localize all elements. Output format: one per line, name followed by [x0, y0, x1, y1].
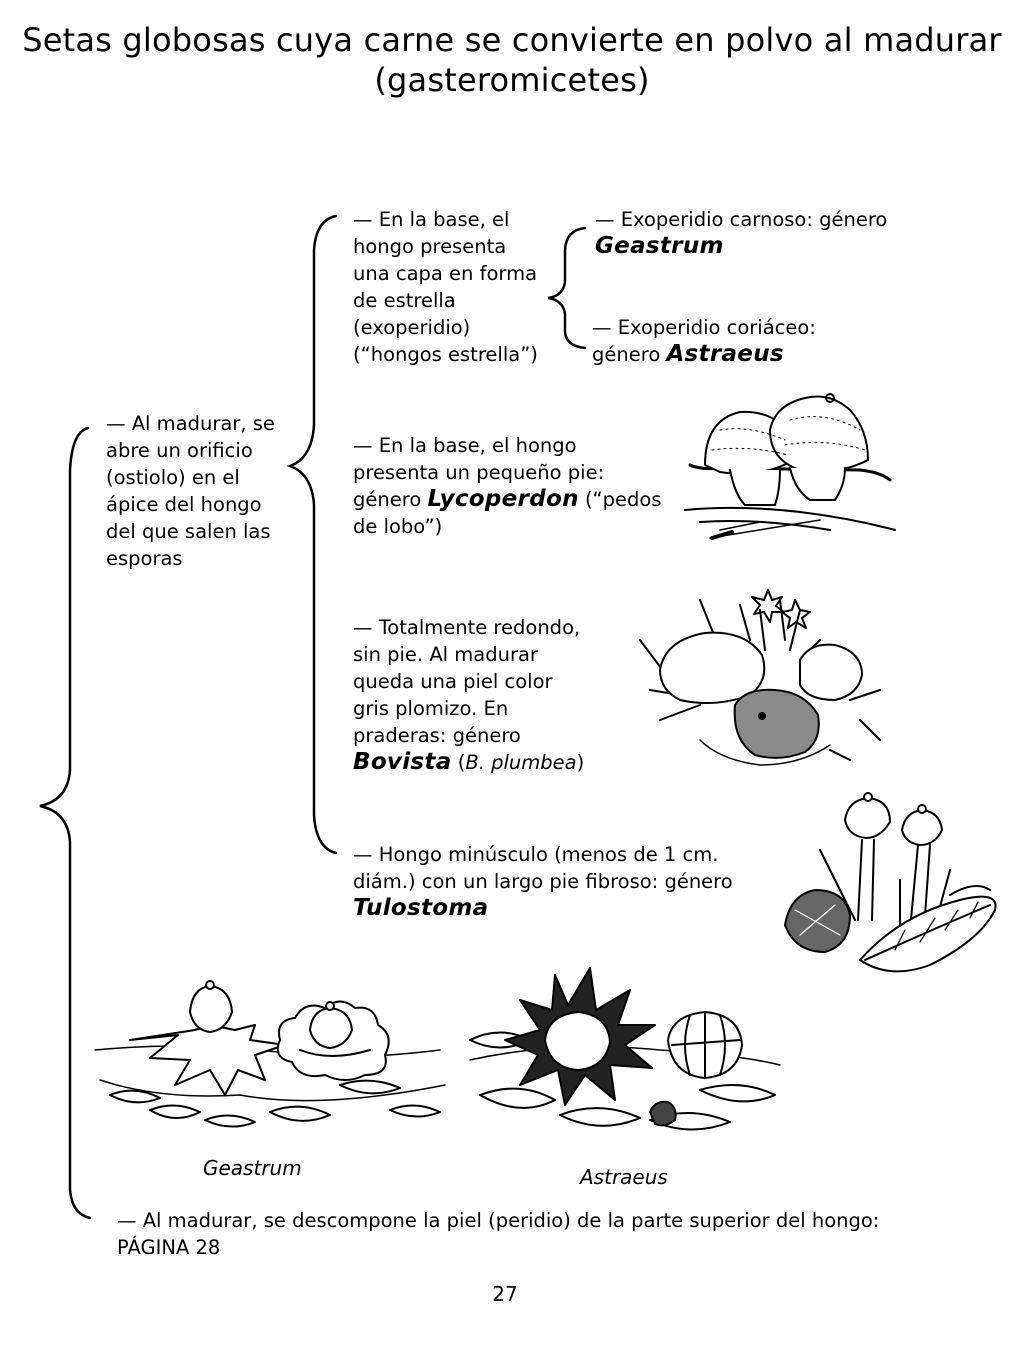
estrella-text: — En la base, el hongo presenta una capa en forma de estrella (exoperidio) (“hongos estrella”): [353, 208, 538, 366]
genus-tulostoma: Tulostoma: [353, 895, 489, 921]
genus-lycoperdon: Lycoperdon: [427, 486, 579, 512]
species-b-plumbea: B. plumbea: [465, 751, 577, 774]
peridio-text: — Al madurar, se descompone la piel (peridio) de la parte superior del hongo: PÁGINA 28: [117, 1209, 880, 1259]
caption-geastrum: Geastrum: [203, 1156, 302, 1180]
page-number: 27: [492, 1282, 518, 1306]
lycoperdon-text: — En la base, el hongo presenta un pequeño pie: género Lycoperdon (“pedos de lobo”): [353, 434, 662, 538]
genus-bovista: Bovista: [353, 749, 452, 775]
astraeus-option: — Exoperidio coriáceo: género Astraeus: [592, 316, 816, 367]
title-line-2: (gasteromicetes): [374, 61, 650, 99]
page-reference: PÁGINA 28: [117, 1236, 221, 1259]
genus-geastrum: Geastrum: [595, 233, 724, 259]
bovista-text: — Totalmente redondo, sin pie. Al madurar queda una piel color gris plomizo. En praderas: género Bovista (B. plumbea): [353, 616, 585, 775]
brace-ostiolo: [290, 216, 336, 853]
title-line-1: Setas globosas cuya carne se convierte en polvo al madurar: [22, 21, 1002, 59]
genus-astraeus: Astraeus: [666, 341, 784, 367]
tulostoma-text: — Hongo minúsculo (menos de 1 cm. diám.) con un largo pie fibroso: género Tulostoma: [353, 843, 733, 921]
geastrum-option: — Exoperidio carnoso: género Geastrum: [595, 208, 888, 259]
caption-astraeus: Astraeus: [580, 1165, 668, 1189]
brace-main: [40, 428, 90, 1218]
brace-estrella: [548, 228, 585, 348]
ostiolo-text: — Al madurar, se abre un orificio (ostiolo) en el ápice del hongo del que salen las esporas: [106, 412, 275, 570]
